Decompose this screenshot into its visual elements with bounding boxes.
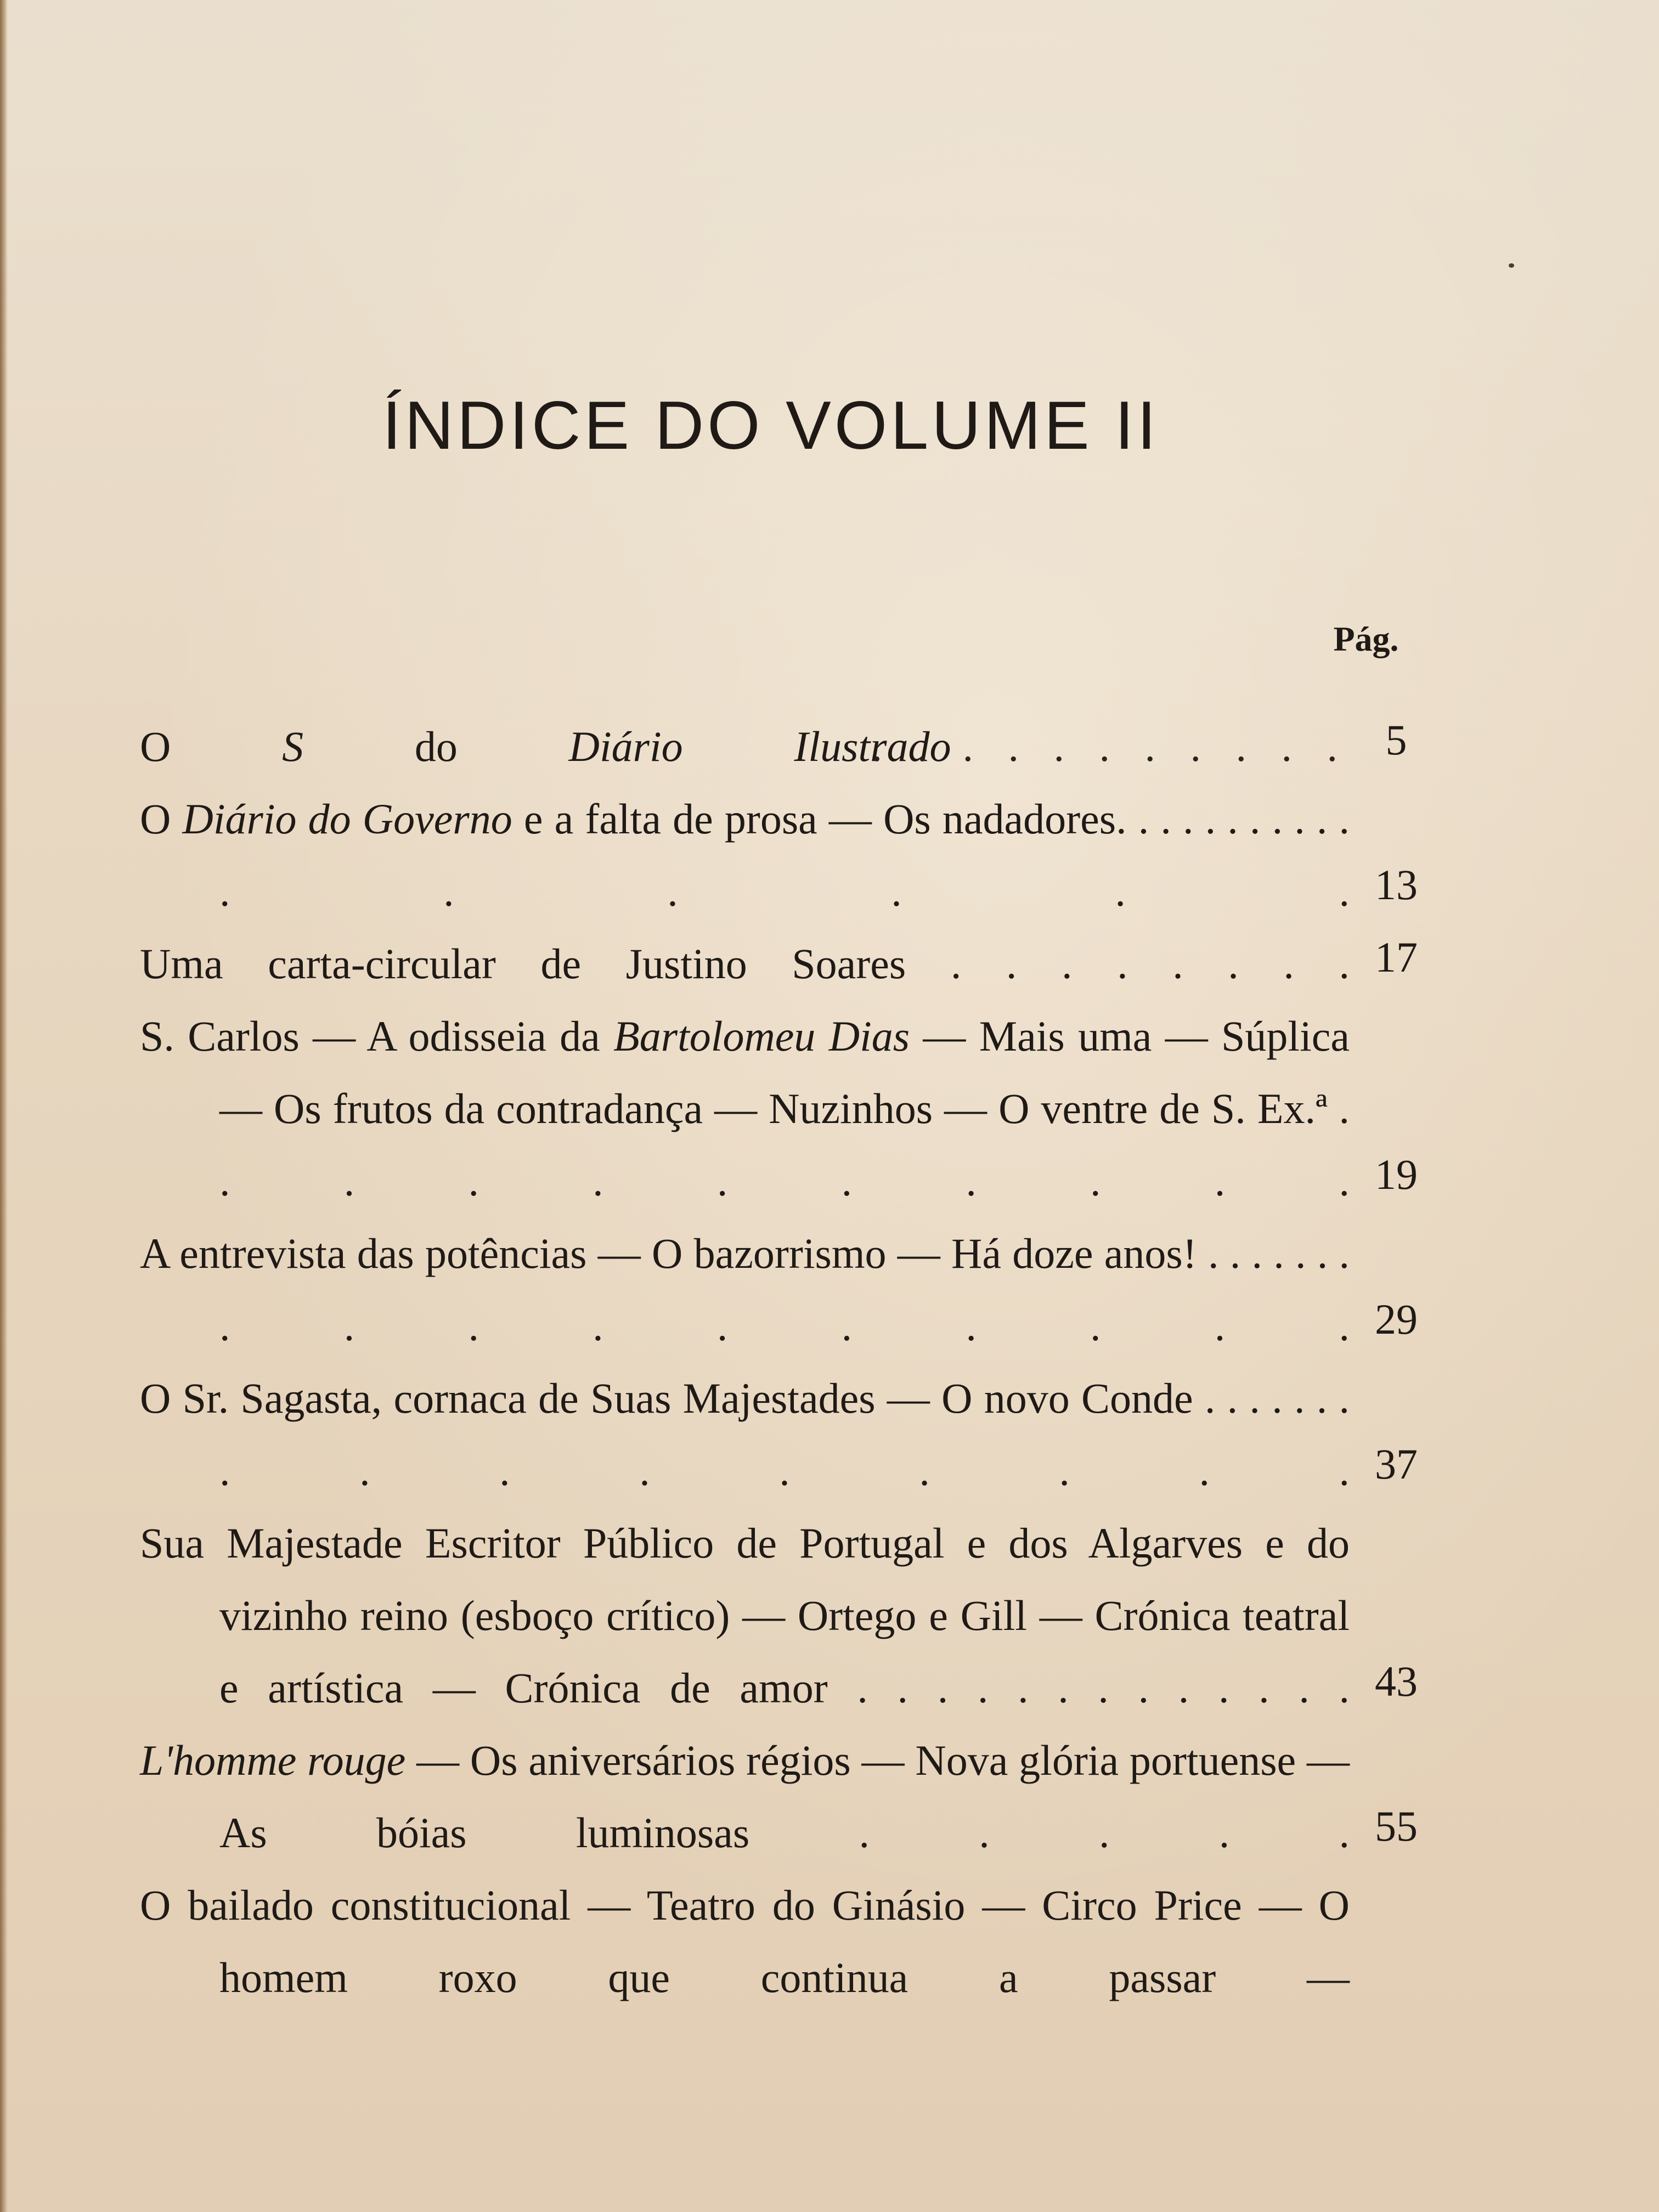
toc-entry-text: O [140, 723, 283, 770]
toc-entry-text: Sua Majestade Escritor Público de Portugal e dos Algarves e do vizinho reino (esboço crítico) — Ortego e Gill — Crónica teatral e artística — Crónica de amor . . . . . . . . . . . . . [140, 1519, 1350, 1712]
toc-entry-page: 55 [1375, 1802, 1418, 1850]
toc-entry [140, 1362, 1457, 1507]
toc-entry-text: O [140, 795, 183, 843]
toc-entry-title [140, 1000, 1350, 1217]
toc-entry-page: 17 [1375, 933, 1418, 981]
toc-entry-title [140, 1217, 1350, 1362]
toc-entry [140, 710, 1457, 783]
toc-entry-text: S. Carlos — A odisseia da [140, 1012, 614, 1060]
toc-entry-title [140, 1724, 1350, 1869]
toc-entry-text: Diário Ilustrado [568, 723, 951, 770]
toc-entry-title [140, 1362, 1350, 1507]
toc-entry-title [140, 1507, 1350, 1724]
toc-entry-text: O Sr. Sagasta, cornaca de Suas Majestades — O novo Conde . . . . . . . . . . . . . . . . [140, 1374, 1350, 1494]
toc-entry-text: Diário do Governo [182, 795, 512, 843]
toc-entry-page: 29 [1375, 1295, 1418, 1343]
toc-entry [140, 1724, 1457, 1869]
toc-entry [140, 783, 1457, 928]
toc-entry-text: A entrevista das potências — O bazorrismo — Há doze anos! . . . . . . . . . . . . . . . . . [140, 1229, 1350, 1350]
toc-entry-leader: . . . . . . . . . . . [871, 723, 1350, 770]
toc-entry-page: 43 [1375, 1657, 1418, 1705]
toc-entry-text: Uma carta-circular de Justino Soares . . . . . . . . [140, 940, 1350, 988]
page-column-label: Pág. [1333, 619, 1399, 658]
toc-entry-page: 19 [1375, 1150, 1418, 1198]
toc-entry [140, 1000, 1457, 1217]
toc-entry [140, 1869, 1457, 2014]
toc-entry-text: do [303, 723, 569, 770]
toc-entry [140, 1507, 1457, 1724]
toc-entry-page: 5 [1385, 716, 1407, 764]
toc-entry-title [140, 710, 1350, 783]
paper-speck [1509, 263, 1514, 268]
toc-entry-text: — Mais uma — Súplica — Os frutos da contradança — Nuzinhos — O ventre de S. Ex.ª . . . . . . . . . . . [219, 1012, 1350, 1205]
toc-entry-text: O bailado constitucional — Teatro do Ginásio — Circo Price — O homem roxo que continua a passar — [140, 1881, 1350, 2001]
toc-entry [140, 1217, 1457, 1362]
toc-entry [140, 928, 1457, 1000]
toc-entry-text: Bartolomeu Dias [613, 1012, 910, 1060]
table-of-contents [140, 710, 1457, 2014]
toc-entry-text: — Os aniversários régios — Nova glória portuense — As bóias luminosas . . . . . [219, 1736, 1350, 1857]
page-edge-shadow [0, 0, 8, 2212]
toc-entry-title [140, 928, 1350, 1000]
toc-entry-text: e a falta de prosa — Os nadadores. . . . . . . . . . . . . . . . . [219, 795, 1350, 915]
toc-entry-text: L'homme rouge [140, 1736, 406, 1784]
toc-entry-text: S [282, 723, 304, 770]
toc-entry-title [140, 783, 1350, 928]
toc-entry-title [140, 1869, 1350, 2014]
toc-entry-page: 37 [1375, 1440, 1418, 1488]
toc-entry-page: 13 [1375, 861, 1418, 909]
index-title: ÍNDICE DO VOLUME II [382, 388, 1160, 464]
